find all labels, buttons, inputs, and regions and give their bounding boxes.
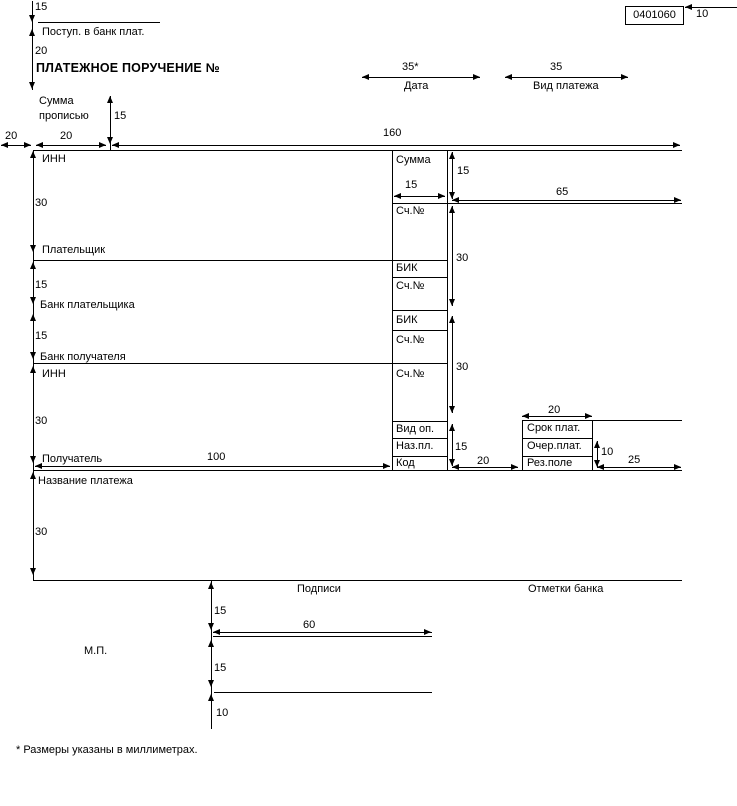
arrowhead (522, 413, 529, 419)
signatures-label: Подписи (297, 583, 341, 595)
arrowhead (449, 152, 455, 159)
payment-type-label: Вид платежа (533, 80, 599, 92)
payee-bank-bik-label: БИК (396, 314, 418, 326)
dim-line (362, 77, 480, 78)
dim-label-res-width: 25 (628, 454, 641, 466)
dim-line (522, 416, 592, 417)
dim-label-payment-name-height: 30 (35, 526, 48, 538)
table-mid-border (33, 470, 682, 471)
dim-label-date: 35* (402, 61, 419, 73)
sum-row-bottom-border (392, 203, 682, 204)
arrowhead (449, 406, 455, 413)
payee-label: Получатель (42, 453, 103, 465)
payer-bottom-border (33, 260, 447, 261)
arrowhead (362, 74, 369, 80)
arrowhead (594, 441, 600, 448)
arrowhead (29, 15, 35, 22)
arrowhead (621, 74, 628, 80)
pay-order-label: Очер.плат. (527, 440, 582, 452)
arrowhead (30, 568, 36, 575)
receipt-label: Поступ. в банк плат. (42, 26, 145, 38)
dim-line (505, 77, 628, 78)
dim-label-sum-width: 15 (405, 179, 418, 191)
arrowhead (449, 424, 455, 431)
dim-label-op-block-height: 15 (455, 441, 468, 453)
arrowhead (473, 74, 480, 80)
payee-account-label: Сч.№ (396, 368, 425, 380)
pay-purpose-label: Наз.пл. (396, 440, 434, 452)
dim-label-label-col: 20 (60, 130, 73, 142)
dim-label-top-margin: 15 (35, 1, 48, 13)
form-code-box: 0401060 (625, 6, 684, 25)
dim-line (452, 206, 453, 306)
dim-label-sum-value-width: 65 (556, 186, 569, 198)
cell-border (392, 438, 447, 439)
dim-line (211, 580, 212, 729)
dim-label-sum-height: 15 (457, 165, 470, 177)
arrowhead (673, 142, 680, 148)
op-type-label: Вид оп. (396, 423, 435, 435)
term-block-right-border (592, 420, 593, 470)
dim-line (112, 145, 680, 146)
table-top-border (33, 150, 682, 151)
arrowhead (35, 463, 42, 469)
payment-name-label: Название платежа (38, 475, 133, 487)
bank-marks-label: Отметки банка (528, 583, 604, 595)
dim-label-left-margin: 20 (5, 130, 18, 142)
cell-border (522, 438, 592, 439)
payee-bank-account-label: Сч.№ (396, 334, 425, 346)
payee-bank-label: Банк получателя (40, 351, 126, 363)
arrowhead (107, 96, 113, 103)
dim-label-order-height: 10 (601, 446, 614, 458)
signature-line-2 (214, 692, 432, 693)
arrowhead (505, 74, 512, 80)
arrowhead (30, 245, 36, 252)
dim-label-sig-gap2: 15 (214, 662, 227, 674)
dim-line (452, 467, 518, 468)
arrowhead (213, 629, 220, 635)
cell-border (392, 421, 447, 422)
dim-label-term-left-width: 20 (477, 455, 490, 467)
signature-line-1 (213, 636, 432, 637)
term-block-top-border (522, 420, 682, 421)
arrowhead (208, 640, 214, 647)
arrowhead (30, 314, 36, 321)
dim-label-payee-bank-height: 15 (35, 330, 48, 342)
arrowhead (394, 193, 401, 199)
sum-words-label-2: прописью (39, 110, 89, 122)
dim-line (213, 632, 432, 633)
dim-label-acc-block1-height: 30 (456, 252, 469, 264)
arrowhead (30, 297, 36, 304)
arrowhead (29, 82, 35, 89)
dim-line (597, 467, 681, 468)
dim-line (36, 145, 106, 146)
dim-line (452, 200, 681, 201)
dim-label-sig-gap1: 15 (214, 605, 227, 617)
arrowhead (585, 413, 592, 419)
footnote: * Размеры указаны в миллиметрах. (16, 744, 198, 756)
sum-cell-label: Сумма (396, 154, 431, 166)
dim-label-payer-height: 30 (35, 197, 48, 209)
dim-label-body-width: 160 (383, 127, 402, 139)
arrowhead (208, 680, 214, 687)
table-bottom-border (33, 580, 682, 581)
arrowhead (424, 629, 431, 635)
arrowhead (383, 463, 390, 469)
dim-label-title-gap: 20 (35, 45, 48, 57)
arrowhead (24, 142, 31, 148)
arrowhead (99, 142, 106, 148)
arrowhead (30, 456, 36, 463)
payer-bank-bik-label: БИК (396, 262, 418, 274)
arrowhead (1, 142, 8, 148)
arrowhead (112, 142, 119, 148)
arrowhead (449, 299, 455, 306)
payer-bank-account-label: Сч.№ (396, 280, 425, 292)
dim-line (35, 466, 390, 467)
arrowhead (30, 366, 36, 373)
receipt-line (38, 22, 160, 23)
payer-account-label: Сч.№ (396, 205, 425, 217)
dim-label-payee-height: 30 (35, 415, 48, 427)
dim-label-sum-words: 15 (114, 110, 127, 122)
res-field-label: Рез.поле (527, 457, 573, 469)
form-title: ПЛАТЕЖНОЕ ПОРУЧЕНИЕ № (36, 61, 220, 75)
arrowhead (30, 352, 36, 359)
dim-label-term-width: 20 (548, 404, 561, 416)
dim-label-ptype: 35 (550, 61, 563, 73)
inn-payer-label: ИНН (42, 153, 66, 165)
arrowhead (208, 582, 214, 589)
payee-bank-bottom-border (33, 363, 447, 364)
cell-border (392, 277, 447, 278)
payer-label: Плательщик (42, 244, 106, 256)
arrowhead (36, 142, 43, 148)
payer-bank-label: Банк плательщика (40, 299, 135, 311)
dim-line (452, 316, 453, 413)
arrowhead (208, 694, 214, 701)
pay-term-label: Срок плат. (527, 422, 581, 434)
dim-line (685, 7, 737, 8)
dim-label-payee-width: 100 (207, 451, 226, 463)
date-label: Дата (404, 80, 429, 92)
cell-border (392, 330, 447, 331)
dim-label-sig-width: 60 (303, 619, 316, 631)
arrowhead (438, 193, 445, 199)
dim-label-acc-block2-height: 30 (456, 361, 469, 373)
stamp-label: М.П. (84, 645, 108, 657)
arrowhead (30, 151, 36, 158)
inn-payee-label: ИНН (42, 368, 66, 380)
dim-label-bottom-margin: 10 (216, 707, 229, 719)
sum-words-label-1: Сумма (39, 95, 74, 107)
arrowhead (30, 472, 36, 479)
mid-column-right-border (447, 150, 448, 470)
arrowhead (29, 29, 35, 36)
dim-label-code-right: 10 (696, 8, 709, 20)
arrowhead (30, 262, 36, 269)
dim-label-payer-bank-height: 15 (35, 279, 48, 291)
arrowhead (449, 316, 455, 323)
cell-border (392, 310, 447, 311)
table-left-border (33, 150, 34, 580)
arrowhead (449, 206, 455, 213)
code-label: Код (396, 457, 415, 469)
term-block-left-border (522, 420, 523, 470)
arrowhead (685, 4, 692, 10)
